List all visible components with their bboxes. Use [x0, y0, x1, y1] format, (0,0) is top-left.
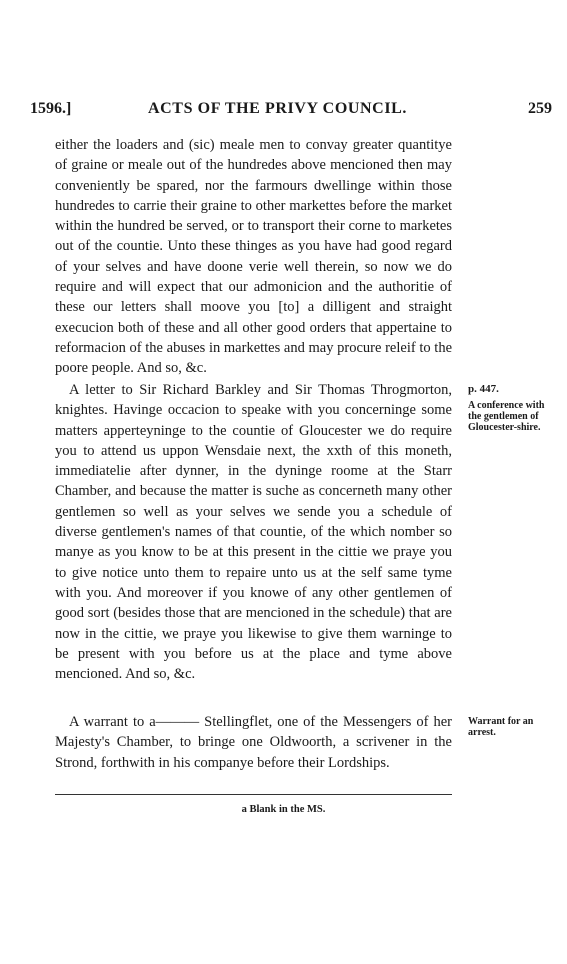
- paragraph-text: A letter to Sir Richard Barkley and Sir Thomas Throgmorton, knightes. Havinge occacion to speake with you concerninge some matters apperteyninge to the countie of Gloucester we do require you to attend us uppon Wensdaie next, the xxth of this moneth, immediatelie after dynner, in the dyninge roome at the Starr Chamber, and because the matter is suche as concerneth many other gentlemen so well as your selves we sende you a schedule of diverse gentlemen's names of that countie, of the which nomber so manye as you know to be at this present in the cittie we praye you to give notice unto them to repaire unto us at the self same tyme with you. And moreover if you knowe of any other gentlemen of good sort (besides those that are mencioned in the schedule) that are now in the cittie, we praye you likewise to give them warninge to be present with you before us at the place and tyme above mencioned. And so, &c.: [55, 382, 452, 683]
- header-page-number: 259: [528, 100, 552, 117]
- footnote: a Blank in the MS.: [241, 804, 326, 815]
- running-header: [30, 100, 552, 122]
- paragraph-text: A warrant to a——— Stellingflet, one of the Messengers of her Majesty's Chamber, to bringe one Oldwoorth, a scrivener in the Strond, forthwith in his companye before their Lordships.: [55, 714, 452, 771]
- margin-note-warrant: Warrant for an arrest.: [468, 716, 534, 738]
- header-year: 1596.]: [30, 100, 72, 117]
- paragraph-letter-barkley: [55, 380, 452, 684]
- margin-note-page-ref: p. 447.: [468, 383, 499, 395]
- paragraph-warrant: [55, 712, 452, 773]
- paragraph-grain-orders: [55, 135, 452, 379]
- header-title: ACTS OF THE PRIVY COUNCIL.: [148, 100, 408, 117]
- paragraph-text: either the loaders and (sic) meale men to convay greater quantitye of graine or meale out of the hundredes above mencioned then may conveniently be spared, nor the farmours dwellinge within those hundredes to carrie their graine to other markettes before the market within the hundred be served, or to transport their corne to marketes out of the countie. Unto these thinges as you have had good regard of your selves and have doone verie well therein, so now we do require and will expect that our admonicion and the authoritie of these our letters shall moove you [to] a dilligent and straight execucion both of these and all other good orders that appertaine to reformacion of the abuses in markettes and may procure releif to the poore people. And so, &c.: [55, 137, 452, 377]
- margin-note-conference: A conference with the gentlemen of Gloucester-shire.: [468, 400, 545, 433]
- footnote-divider: [55, 794, 452, 795]
